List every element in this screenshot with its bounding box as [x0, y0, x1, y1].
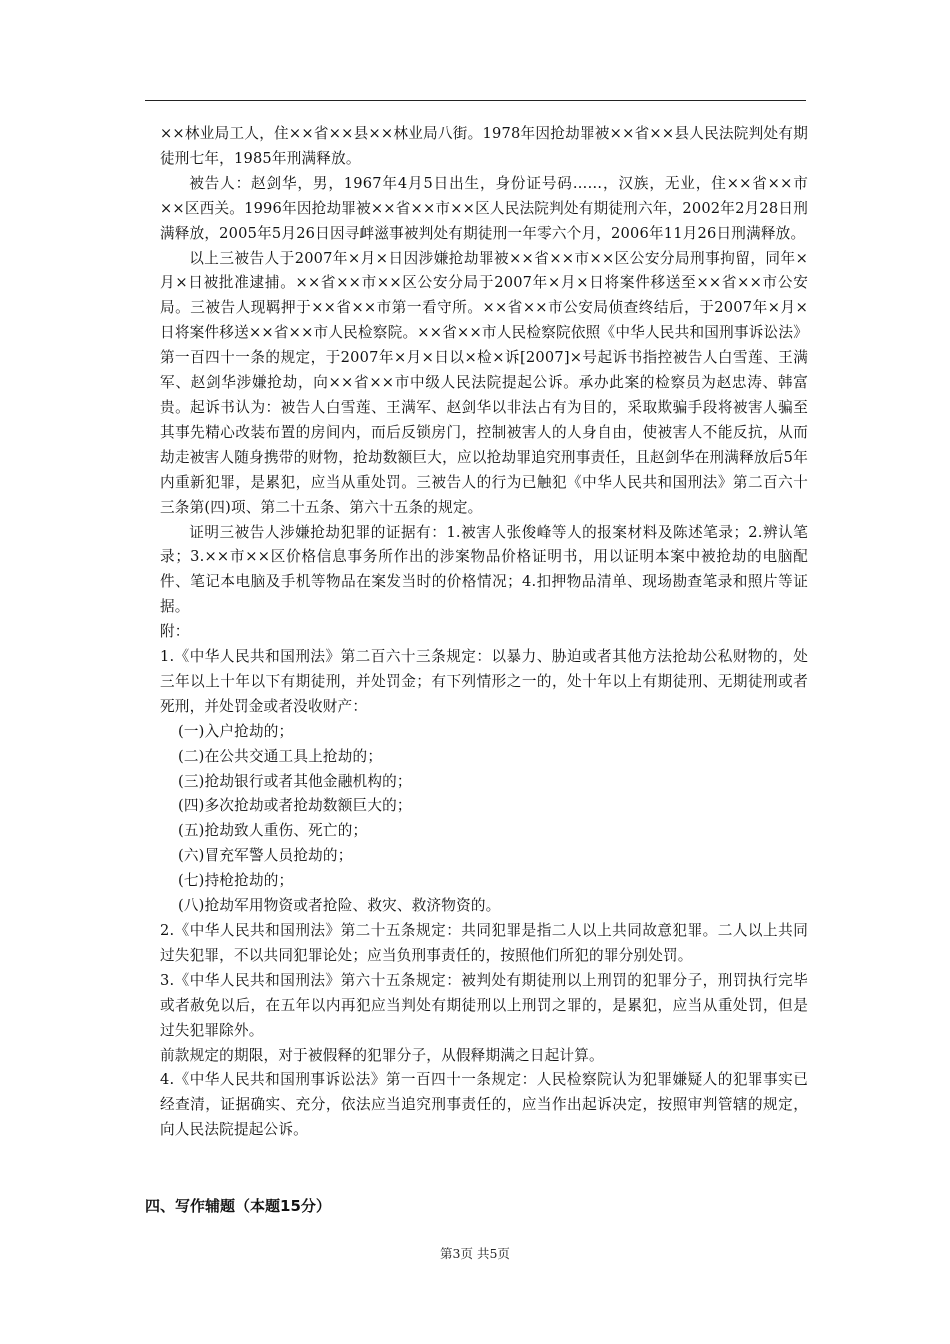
article-25-text: 2.《中华人民共和国刑法》第二十五条规定：共同犯罪是指二人以上共同故意犯罪。二人以上共同过失犯罪，不以共同犯罪论处；应当负刑事责任的，按照他们所犯的罪分别处罚。	[160, 922, 808, 964]
case-procedure-paragraph: 以上三被告人于2007年×月×日因涉嫌抢劫罪被××省××市××区公安分局刑事拘留，同年×月×日被批准逮捕。××省××市××区公安分局于2007年×月×日将案件移送至××省××市公安局。三被告人现羁押于××省××市第一看守所。××省××市公安局侦查终结后，于2007年×月×日将案件移送××省××市人民检察院。××省××市人民检察院依照《中华人民共和国刑事诉讼法》第一百四十一条的规定，于2007年×月×日以×检×诉[2007]×号起诉书指控被告人白雪莲、王满军、赵剑华涉嫌抢劫，向××省××市中级人民法院提起公诉。承办此案的检察员为赵忠涛、韩富贵。起诉书认为：被告人白雪莲、王满军、赵剑华以非法占有为目的，采取欺骗手段将被害人骗至其事先精心改装布置的房间内，而后反锁房门，控制被害人的人身自由，使被害人不能反抗，从而劫走被害人随身携带的财物，抢劫数额巨大，应以抢劫罪追究刑事责任，且赵剑华在刑满释放后5年内重新犯罪，是累犯，应当从重处罚。三被告人的行为已触犯《中华人民共和国刑法》第二百六十三条第(四)项、第二十五条、第六十五条的规定。	[160, 249, 808, 516]
article-141-text: 4.《中华人民共和国刑事诉讼法》第一百四十一条规定：人民检察院认为犯罪嫌疑人的犯罪事实已经查清，证据确实、充分，依法应当追究刑事责任的，应当作出起诉决定，按照审判管辖的规定，向人民法院提起公诉。	[160, 1071, 808, 1139]
document-body	[160, 122, 808, 1143]
article-263-item: (六)冒充军警人员抢劫的；	[178, 847, 353, 865]
article-65-note: 前款规定的期限，对于被假释的犯罪分子，从假释期满之日起计算。	[160, 1046, 604, 1064]
article-263-item: (七)持枪抢劫的；	[178, 872, 294, 890]
defendant-zhao-paragraph: 被告人：赵剑华，男，1967年4月5日出生，身份证号码……，汉族，无业，住××省××市××区西关。1996年因抢劫罪被××省××市××区人民法院判处有期徒刑六年，2002年2月28日刑满释放，2005年5月26日因寻衅滋事被判处有期徒刑一年零六个月，2006年11月26日刑满释放。	[160, 174, 808, 242]
article-263-item: (一)入户抢劫的；	[178, 722, 294, 740]
appendix-label: 附：	[160, 623, 190, 641]
article-263-item: (五)抢劫致人重伤、死亡的；	[178, 822, 368, 840]
article-263-item: (三)抢劫银行或者其他金融机构的；	[178, 772, 412, 790]
page-number: 第3页 共5页	[440, 1246, 510, 1261]
article-263-item: (四)多次抢劫或者抢劫数额巨大的；	[178, 797, 412, 815]
article-263-item: (八)抢劫军用物资或者抢险、救灾、救济物资的。	[178, 897, 501, 915]
article-263-text: 1.《中华人民共和国刑法》第二百六十三条规定：以暴力、胁迫或者其他方法抢劫公私财物的，处三年以上十年以下有期徒刑，并处罚金；有下列情形之一的，处十年以上有期徒刑、无期徒刑或者死刑，并处罚金或者没收财产：	[160, 648, 808, 715]
article-65-text: 3.《中华人民共和国刑法》第六十五条规定：被判处有期徒刑以上刑罚的犯罪分子，刑罚执行完毕或者赦免以后，在五年以内再犯应当判处有期徒刑以上刑罚之罪的，是累犯，应当从重处罚，但是过失犯罪除外。	[160, 971, 808, 1039]
defendant-paragraph-continued: ××林业局工人，住××省××县××林业局八街。1978年因抢劫罪被××省××县人民法院判处有期徒刑七年，1985年刑满释放。	[160, 125, 808, 167]
evidence-paragraph: 证明三被告人涉嫌抢劫犯罪的证据有：1.被害人张俊峰等人的报案材料及陈述笔录；2.辨认笔录；3.××市××区价格信息事务所作出的涉案物品价格证明书，用以证明本案中被抢劫的电脑配件、笔记本电脑及手机等物品在案发当时的价格情况；4.扣押物品清单、现场勘查笔录和照片等证据。	[160, 523, 808, 616]
header-rule	[145, 100, 806, 101]
article-263-item: (二)在公共交通工具上抢劫的；	[178, 747, 383, 765]
section-heading: 四、写作辅题（本题15分）	[145, 1197, 331, 1215]
